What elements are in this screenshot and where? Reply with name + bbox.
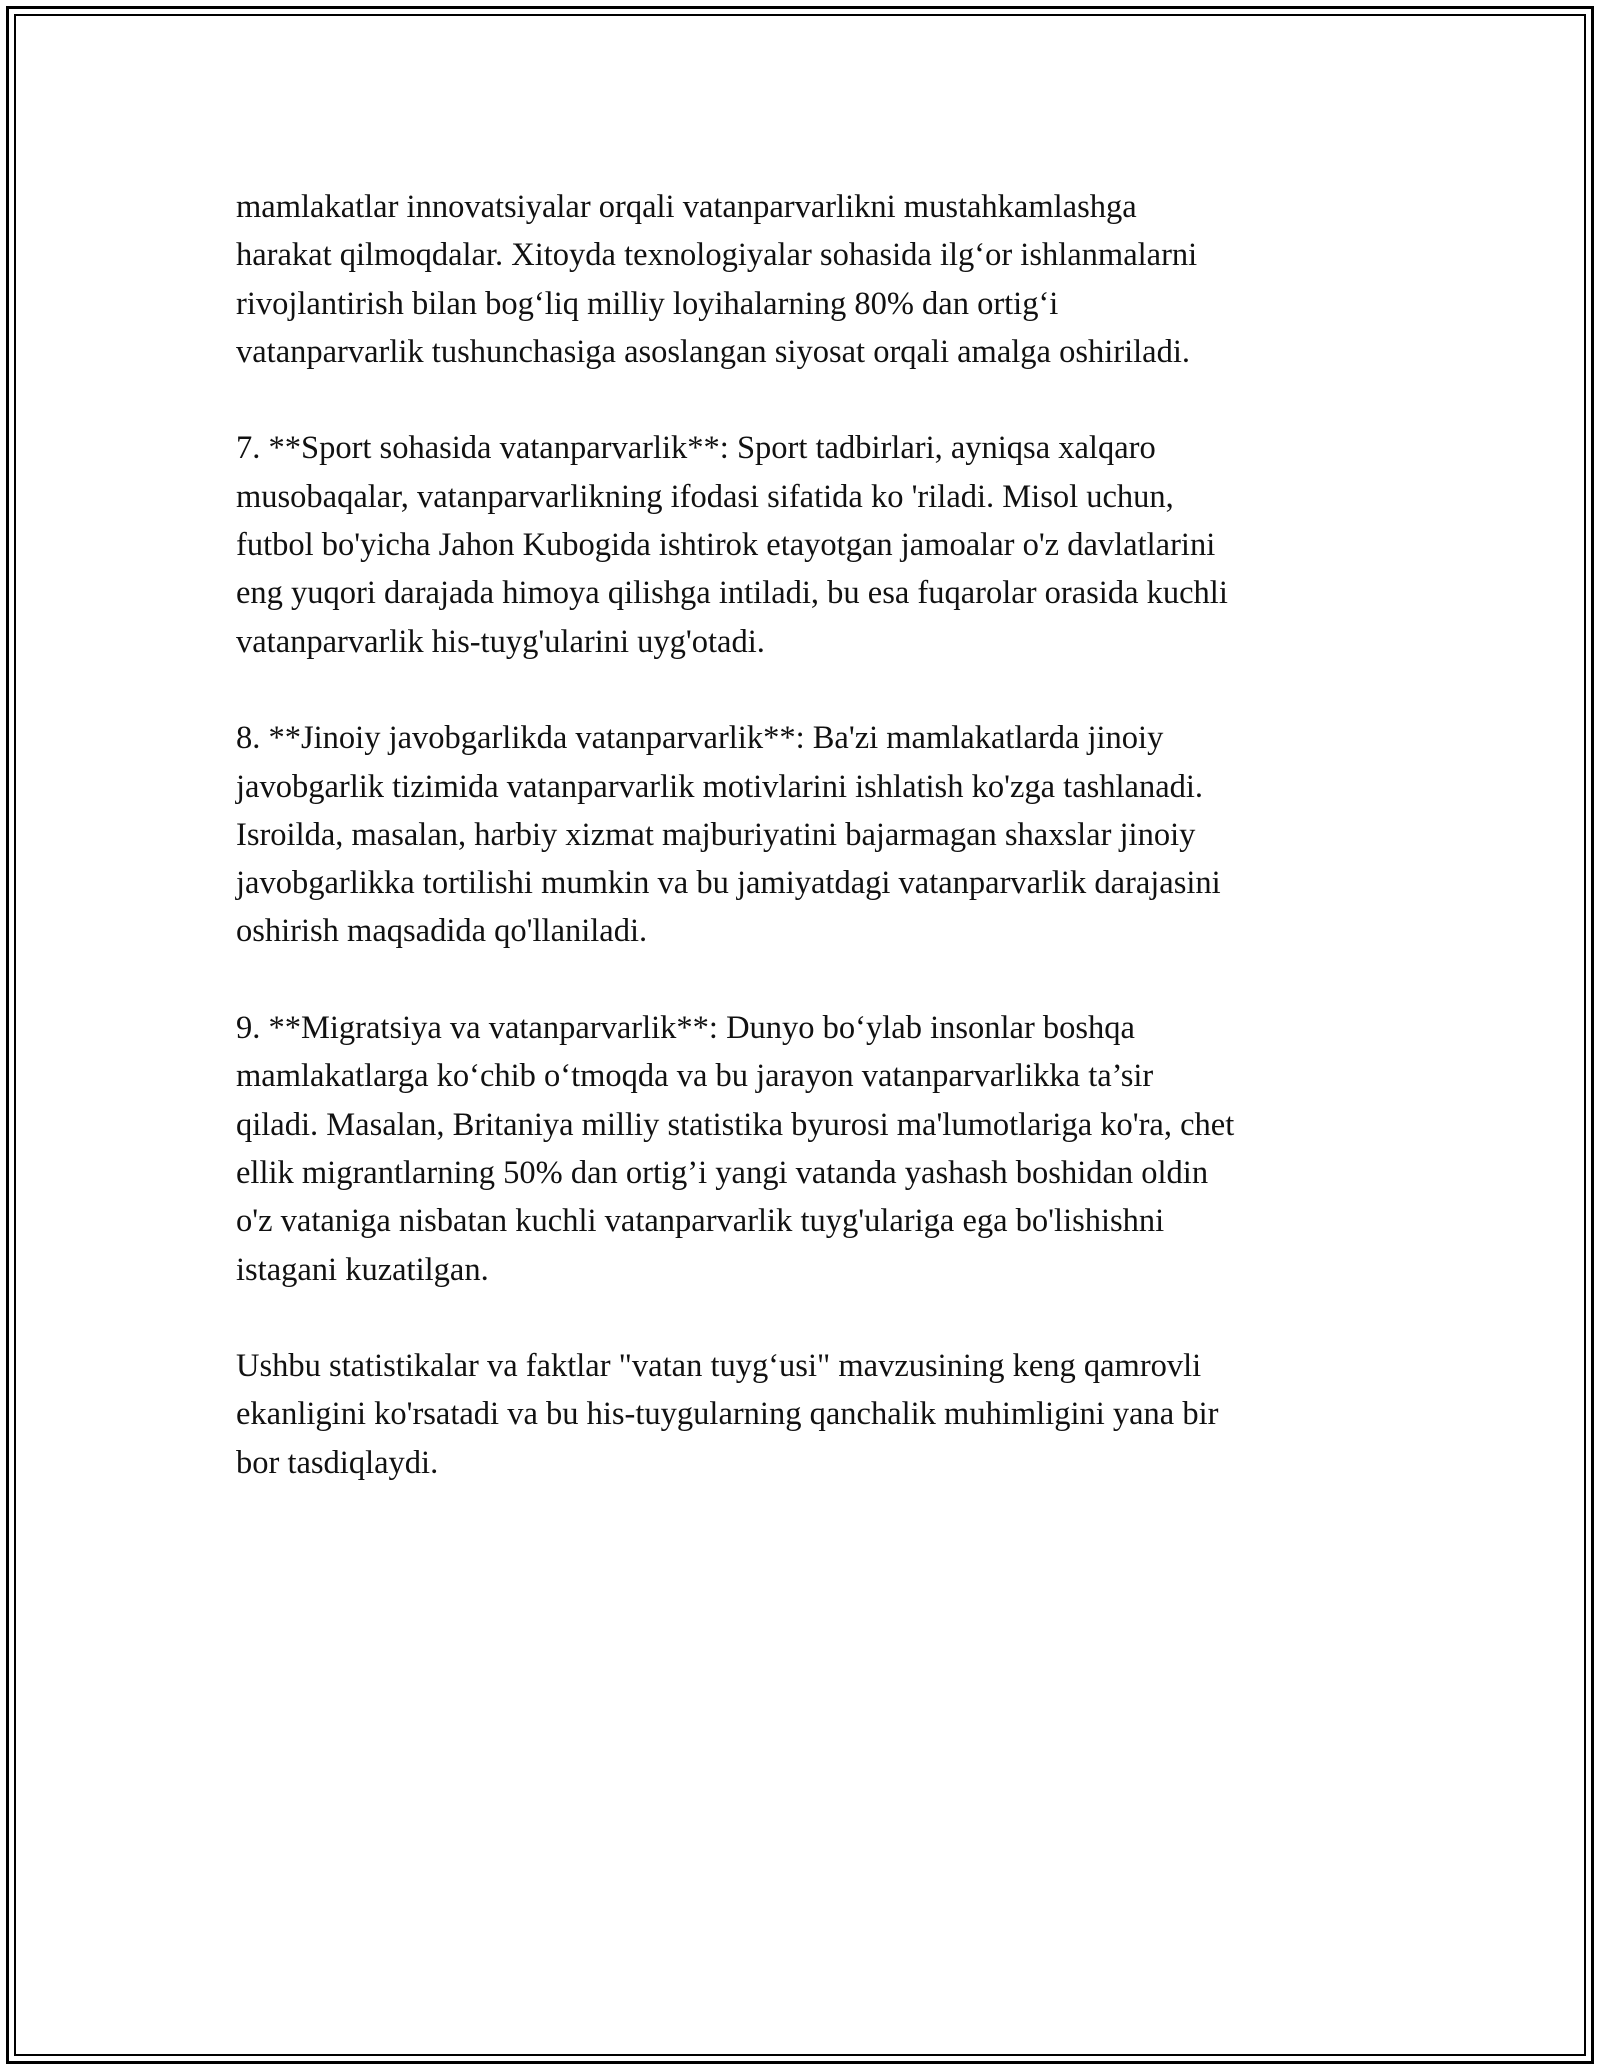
paragraph-conclusion (236, 1342, 1366, 1487)
text-line: istagani kuzatilgan. (236, 1251, 489, 1288)
paragraph-item-8-criminal-liability (236, 714, 1366, 955)
text-line: harakat qilmoqdalar. Xitoyda texnologiyalar sohasida ilg‘or ishlanmalarni (236, 237, 1198, 274)
document-body (236, 183, 1366, 1535)
text-line: 7. **Sport sohasida vatanparvarlik**: Sport tadbirlari, ayniqsa xalqaro (236, 430, 1156, 467)
text-line: Ushbu statistikalar va faktlar "vatan tuyg‘usi" mavzusining keng qamrovli (236, 1348, 1202, 1385)
paragraph-item-9-migration (236, 1004, 1366, 1294)
text-line: bor tasdiqlaydi. (236, 1444, 439, 1481)
text-line: ekanligini ko'rsatadi va bu his-tuygularning qanchalik muhimligini yana bir (236, 1396, 1219, 1433)
text-line: oshirish maqsadida qo'llaniladi. (236, 913, 648, 950)
text-line: vatanparvarlik his-tuyg'ularini uyg'otadi. (236, 623, 765, 660)
text-line: qiladi. Masalan, Britaniya milliy statistika byurosi ma'lumotlariga ko'ra, chet (236, 1106, 1235, 1143)
text-line: javobgarlik tizimida vatanparvarlik motivlarini ishlatish ko'zga tashlanadi. (236, 768, 1204, 805)
text-line: Isroilda, masalan, harbiy xizmat majburiyatini bajarmagan shaxslar jinoiy (236, 816, 1196, 853)
text-line: futbol bo'yicha Jahon Kubogida ishtirok etayotgan jamoalar o'z davlatlarini (236, 527, 1216, 564)
paragraph-item-7-sport (236, 424, 1366, 665)
text-line: 8. **Jinoiy javobgarlikda vatanparvarlik**: Ba'zi mamlakatlarda jinoiy (236, 720, 1164, 757)
text-line: 9. **Migratsiya va vatanparvarlik**: Dunyo bo‘ylab insonlar boshqa (236, 1010, 1135, 1047)
text-line: mamlakatlarga ko‘chib o‘tmoqda va bu jarayon vatanparvarlikka ta’sir (236, 1058, 1154, 1095)
paragraph-intro-continuation (236, 183, 1366, 376)
text-line: javobgarlikka tortilishi mumkin va bu jamiyatdagi vatanparvarlik darajasini (236, 865, 1221, 902)
text-line: ellik migrantlarning 50% dan ortig’i yangi vatanda yashash boshidan oldin (236, 1154, 1209, 1191)
text-line: o'z vataniga nisbatan kuchli vatanparvarlik tuyg'ulariga ega bo'lishishni (236, 1203, 1165, 1240)
text-line: musobaqalar, vatanparvarlikning ifodasi sifatida ko 'riladi. Misol uchun, (236, 478, 1174, 515)
text-line: eng yuqori darajada himoya qilishga intiladi, bu esa fuqarolar orasida kuchli (236, 575, 1228, 612)
text-line: mamlakatlar innovatsiyalar orqali vatanparvarlikni mustahkamlashga (236, 189, 1137, 225)
text-line: rivojlantirish bilan bog‘liq milliy loyihalarning 80% dan ortig‘i (236, 285, 1059, 322)
text-line: vatanparvarlik tushunchasiga asoslangan siyosat orqali amalga oshiriladi. (236, 333, 1190, 370)
